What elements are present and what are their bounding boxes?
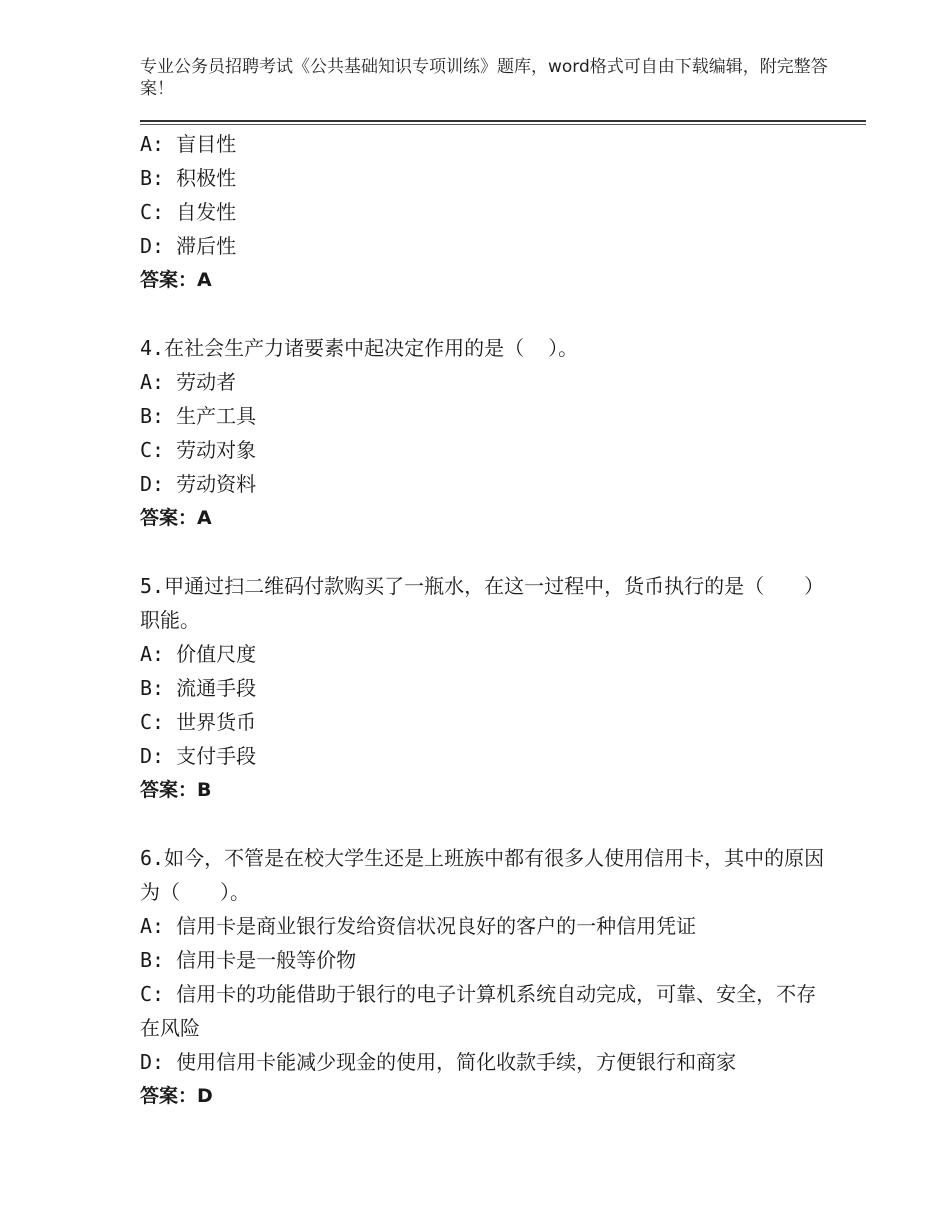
- spacer: [140, 297, 830, 331]
- question-stem: 4.在社会生产力诸要素中起决定作用的是（ ）。: [140, 336, 579, 360]
- answer-line: 答案：A: [140, 507, 212, 529]
- option-b: B: 信用卡是一般等价物: [140, 948, 357, 972]
- option-c: C: 世界货币: [140, 710, 257, 734]
- question-6: [140, 841, 830, 1113]
- option-d: D: 劳动资料: [140, 472, 257, 496]
- question-4: [140, 331, 830, 535]
- question-3: [140, 127, 830, 297]
- header-rule-thick: [140, 120, 866, 122]
- option-b: B: 积极性: [140, 166, 237, 190]
- question-stem: 6.如今，不管是在校大学生还是上班族中都有很多人使用信用卡，其中的原因为（ ）。: [140, 846, 825, 904]
- option-a: A: 价值尺度: [140, 642, 257, 666]
- option-b: B: 生产工具: [140, 404, 257, 428]
- option-d: D: 使用信用卡能减少现金的使用，简化收款手续，方便银行和商家: [140, 1050, 737, 1074]
- question-5: [140, 569, 830, 807]
- question-stem: 5.甲通过扫二维码付款购买了一瓶水，在这一过程中，货币执行的是（ ）职能。: [140, 574, 825, 632]
- answer-line: 答案：B: [140, 779, 212, 801]
- option-d: D: 滞后性: [140, 234, 237, 258]
- answer-line: 答案：A: [140, 269, 212, 291]
- answer-line: 答案：D: [140, 1085, 213, 1107]
- option-a: A: 信用卡是商业银行发给资信状况良好的客户的一种信用凭证: [140, 914, 697, 938]
- option-c: C: 自发性: [140, 200, 237, 224]
- option-c: C: 信用卡的功能借助于银行的电子计算机系统自动完成，可靠、安全，不存在风险: [140, 982, 817, 1040]
- question-list: [140, 127, 830, 1113]
- option-c: C: 劳动对象: [140, 438, 257, 462]
- spacer: [140, 535, 830, 569]
- option-d: D: 支付手段: [140, 744, 257, 768]
- document-header: 专业公务员招聘考试《公共基础知识专项训练》题库，word格式可自由下载编辑，附完整答案！: [140, 57, 828, 99]
- header-rule-thin: [140, 124, 866, 125]
- option-b: B: 流通手段: [140, 676, 257, 700]
- spacer: [140, 807, 830, 841]
- option-a: A: 盲目性: [140, 132, 237, 156]
- option-a: A: 劳动者: [140, 370, 237, 394]
